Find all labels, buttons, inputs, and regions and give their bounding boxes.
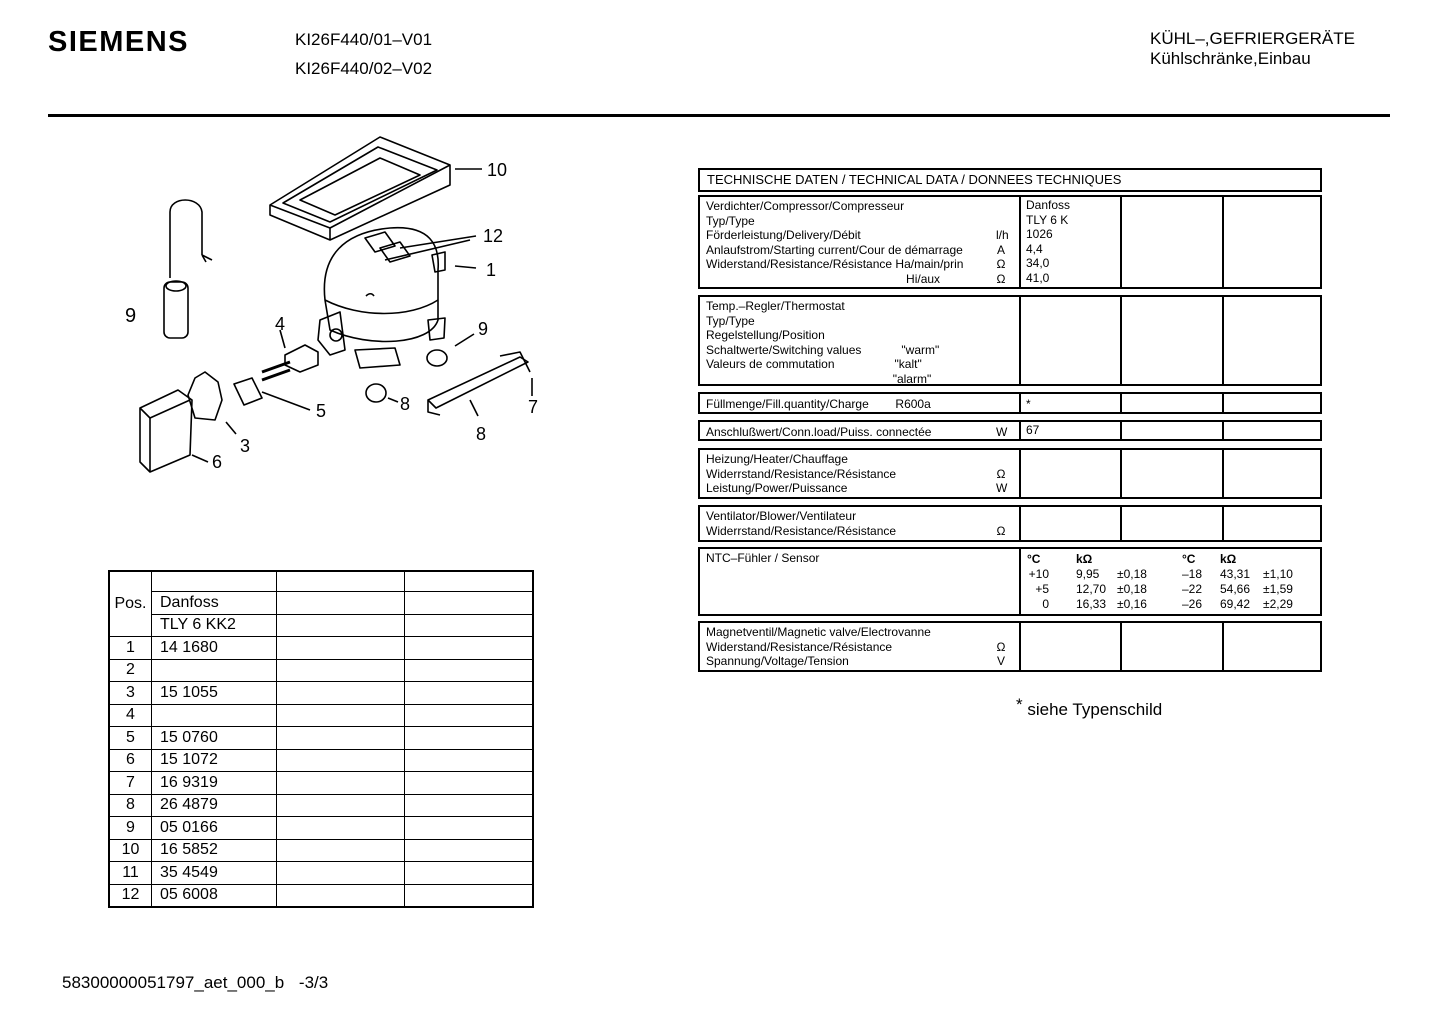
grommet-a — [427, 350, 447, 366]
doc-id: 58300000051797_aet_000_b — [62, 973, 285, 992]
table-row — [109, 862, 533, 885]
blower-units: Ω — [996, 523, 1006, 538]
valve-box — [698, 621, 1322, 672]
ntc-tolerance: ±0,18 — [1117, 567, 1147, 581]
mounting-bracket — [428, 357, 528, 415]
callout-3: 3 — [240, 436, 251, 456]
drip-tray — [270, 137, 450, 240]
part-number-cell: 05 0166 — [152, 817, 277, 840]
compressor-box — [698, 195, 1322, 289]
table-row — [109, 817, 533, 840]
grommet-b — [366, 384, 386, 402]
category-title: KÜHL–,GEFRIERGERÄTE — [1150, 29, 1355, 48]
ntc-temp: 0 — [1042, 597, 1049, 611]
callout-10: 9 — [125, 305, 137, 327]
pos-cell: 1 — [109, 637, 152, 660]
ntc-head-c-right: °C — [1182, 552, 1196, 566]
ntc-temp: –22 — [1181, 582, 1202, 596]
table-row — [109, 884, 533, 907]
thermostat-labels: Temp.–Regler/Thermostat Typ/Type Regelstellung/Position Schaltwerte/Switching values "warm" Valeurs de commutation "kalt" "alarm" — [706, 299, 940, 386]
pos-cell: 2 — [109, 659, 152, 682]
ntc-resistance: 69,42 — [1220, 597, 1251, 611]
part-number-cell: 35 4549 — [152, 862, 277, 885]
table-row — [109, 772, 533, 795]
starter-relay — [188, 372, 222, 420]
callout-9b: 8 — [400, 394, 411, 414]
clip — [285, 345, 318, 372]
note-text: siehe Typenschild — [1027, 700, 1163, 719]
pos-cell: 3 — [109, 682, 152, 705]
part-number-cell: 15 1055 — [152, 682, 277, 705]
compressor-values: Danfoss TLY 6 K 1026 4,4 34,0 41,0 — [1026, 198, 1071, 285]
model-number-2: KI26F440/02–V02 — [295, 59, 433, 78]
callout-7: 7 — [528, 397, 539, 417]
ntc-resistance: 16,33 — [1076, 597, 1107, 611]
pos-cell: 7 — [109, 772, 152, 795]
ntc-resistance: 54,66 — [1220, 582, 1251, 596]
compressor-type-cell: TLY 6 KK2 — [152, 614, 277, 637]
table-row — [109, 682, 533, 705]
ntc-head-k-left: kΩ — [1076, 552, 1093, 566]
table-row — [109, 637, 533, 660]
table-row — [109, 727, 533, 750]
fill-box — [698, 392, 1322, 414]
callout-4: 4 — [275, 314, 286, 334]
ntc-temp: +10 — [1028, 567, 1049, 581]
ntc-tolerance: ±0,18 — [1117, 582, 1147, 596]
compressor — [318, 228, 445, 368]
ntc-temp: +5 — [1035, 582, 1049, 596]
ntc-resistance: 9,95 — [1076, 567, 1100, 581]
pos-cell: 10 — [109, 839, 152, 862]
ntc-head-c-left: °C — [1027, 552, 1041, 566]
page-number: -3/3 — [298, 973, 329, 992]
table-row — [109, 749, 533, 772]
callout-5: 5 — [316, 401, 327, 421]
fill-label: Füllmenge/Fill.quantity/Charge R600a — [706, 397, 931, 411]
ntc-tolerance: ±2,29 — [1263, 597, 1293, 611]
valve-units: Ω V — [996, 639, 1006, 668]
pos-cell: 9 — [109, 817, 152, 840]
callout-9a: 9 — [478, 319, 489, 339]
note-star: * — [1016, 695, 1023, 714]
compressor-units: l/h A Ω Ω — [996, 228, 1009, 286]
conn-label: Anschlußwert/Conn.load/Puiss. connectée — [706, 425, 932, 439]
part-number-cell: 15 1072 — [152, 749, 277, 772]
ntc-temp: –18 — [1181, 567, 1202, 581]
ntc-tolerance: ±0,16 — [1117, 597, 1147, 611]
part-number-cell: 16 9319 — [152, 772, 277, 795]
table-row — [109, 794, 533, 817]
part-number-cell: 15 0760 — [152, 727, 277, 750]
brand-logo: SIEMENS — [48, 26, 190, 58]
thermostat-box — [698, 295, 1322, 386]
conn-box — [698, 420, 1322, 441]
callout-6: 6 — [212, 452, 223, 472]
heater-labels: Heizung/Heater/Chauffage Widerrstand/Resistance/Résistance Leistung/Power/Puissance — [706, 452, 897, 495]
blower-box — [698, 505, 1322, 542]
part-number-cell: 16 5852 — [152, 839, 277, 862]
heater-units: Ω W — [996, 466, 1008, 495]
pos-cell: 5 — [109, 727, 152, 750]
ntc-temp: –26 — [1181, 597, 1202, 611]
conn-value: 67 — [1026, 423, 1040, 437]
pos-cell: 8 — [109, 794, 152, 817]
table-row — [109, 659, 533, 682]
part-number-cell: 05 6008 — [152, 884, 277, 907]
ntc-resistance: 43,31 — [1220, 567, 1251, 581]
part-number-cell: 26 4879 — [152, 794, 277, 817]
pos-cell: 12 — [109, 884, 152, 907]
tech-data-title: TECHNISCHE DATEN / TECHNICAL DATA / DONNEES TECHNIQUES — [698, 168, 1322, 192]
type-plate-note — [1016, 695, 1163, 720]
blower-labels: Ventilator/Blower/Ventilateur Widerrstand/Resistance/Résistance — [706, 509, 897, 538]
ntc-tolerance: ±1,59 — [1263, 582, 1293, 596]
part-number-cell — [152, 659, 277, 682]
pos-cell: 6 — [109, 749, 152, 772]
capacitor — [164, 200, 212, 338]
ntc-resistance: 12,70 — [1076, 582, 1107, 596]
manufacturer-cell: Danfoss — [152, 592, 277, 615]
compressor-labels: Verdichter/Compressor/Compresseur Typ/Type Förderleistung/Delivery/Débit Anlaufstrom/Starting current/Cour de démarrage Widerstand/Resistance/Résistance Ha/main/prin Hi/aux — [706, 199, 964, 286]
valve-labels: Magnetventil/Magnetic valve/Electrovanne Widerstand/Resistance/Résistance Spannung/Voltage/Tension — [706, 625, 931, 668]
heater-box — [698, 448, 1322, 499]
footer — [62, 973, 328, 993]
parts-table — [108, 570, 534, 908]
ntc-tolerance: ±1,10 — [1263, 567, 1293, 581]
part-number-cell — [152, 704, 277, 727]
callout-1: 1 — [486, 260, 497, 280]
table-row — [109, 704, 533, 727]
ntc-head-k-right: kΩ — [1220, 552, 1237, 566]
overload — [234, 378, 262, 405]
callout-8: 8 — [476, 424, 487, 444]
fill-value: * — [1026, 397, 1031, 411]
exploded-parts-diagram — [100, 125, 560, 495]
callout-11: 10 — [487, 160, 508, 180]
model-number-1: KI26F440/01–V01 — [295, 30, 433, 49]
ntc-label: NTC–Fühler / Sensor — [706, 551, 820, 565]
part-number-cell: 14 1680 — [152, 637, 277, 660]
table-row — [109, 839, 533, 862]
header-divider — [48, 114, 1390, 117]
pos-header: Pos. — [109, 571, 152, 637]
pos-cell: 4 — [109, 704, 152, 727]
callout-12: 12 — [483, 226, 504, 246]
pos-cell: 11 — [109, 862, 152, 885]
conn-unit: W — [996, 425, 1008, 439]
category-subtitle: Kühlschränke,Einbau — [1150, 49, 1311, 68]
